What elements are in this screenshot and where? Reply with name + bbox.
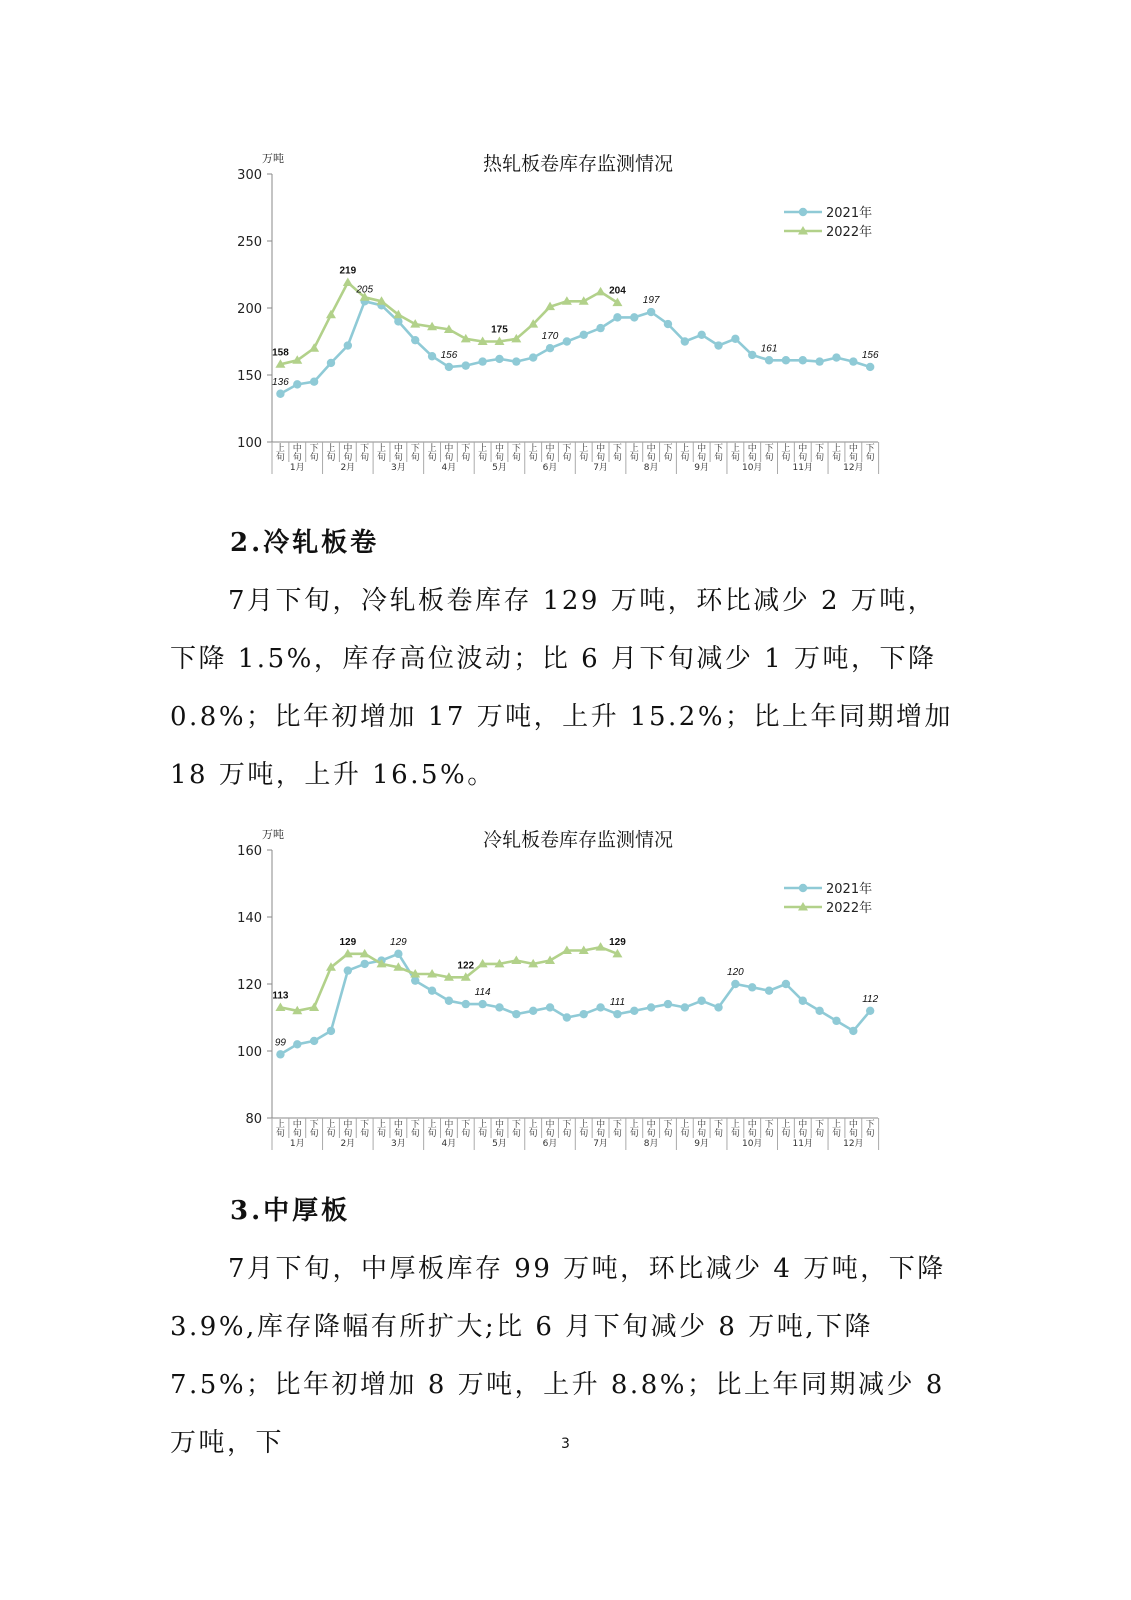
data-label: 205 — [356, 284, 374, 296]
x-tick-label: 旬 — [646, 453, 656, 463]
data-point — [529, 1007, 537, 1015]
x-tick-label: 旬 — [781, 453, 791, 463]
x-tick-label: 下 — [815, 444, 825, 454]
data-point — [309, 343, 319, 352]
data-point — [343, 278, 353, 287]
data-point — [681, 1003, 689, 1011]
data-point — [478, 1000, 486, 1008]
y-tick-label: 100 — [237, 1045, 262, 1060]
data-label: 204 — [609, 285, 626, 297]
data-point — [327, 1027, 335, 1035]
data-point — [276, 1050, 284, 1058]
x-tick-label: 中 — [494, 1120, 504, 1130]
x-tick-label: 下 — [562, 444, 572, 454]
x-tick-label: 旬 — [815, 1129, 825, 1139]
data-point — [714, 1003, 722, 1011]
data-point — [596, 942, 606, 951]
x-tick-label: 中 — [646, 444, 656, 454]
month-label: 11月 — [792, 1139, 814, 1149]
data-point — [731, 335, 739, 343]
data-point — [799, 356, 807, 364]
x-tick-label: 旬 — [848, 1129, 858, 1139]
data-point — [765, 987, 773, 995]
data-point — [428, 352, 436, 360]
data-label: 161 — [760, 343, 778, 355]
x-tick-label: 旬 — [798, 453, 808, 463]
data-point — [647, 308, 655, 316]
data-label: 113 — [272, 990, 289, 1002]
data-point — [478, 357, 486, 365]
x-tick-label: 上 — [377, 444, 387, 454]
x-tick-label: 中 — [697, 1120, 707, 1130]
x-tick-label: 上 — [579, 444, 589, 454]
x-tick-label: 中 — [646, 1120, 656, 1130]
data-point — [344, 341, 352, 349]
x-tick-label: 上 — [730, 1120, 740, 1130]
x-tick-label: 下 — [612, 1120, 622, 1130]
x-tick-label: 旬 — [444, 453, 454, 463]
data-point — [293, 1040, 301, 1048]
x-tick-label: 旬 — [545, 453, 555, 463]
month-label: 10月 — [741, 463, 763, 473]
month-label: 7月 — [593, 463, 608, 473]
data-point — [563, 337, 571, 345]
x-tick-label: 旬 — [275, 1129, 285, 1139]
data-point — [782, 980, 790, 988]
x-tick-label: 上 — [528, 444, 538, 454]
cold-rolled-chart-svg — [222, 816, 902, 1161]
x-tick-label: 旬 — [747, 1129, 757, 1139]
month-label: 12月 — [843, 1139, 864, 1149]
x-tick-label: 上 — [275, 444, 285, 454]
x-tick-label: 下 — [562, 1120, 572, 1130]
data-point — [546, 1003, 554, 1011]
cold-rolled-inventory-chart — [222, 816, 902, 1161]
x-tick-label: 中 — [747, 1120, 757, 1130]
x-tick-label: 旬 — [747, 453, 757, 463]
x-tick-label: 中 — [393, 444, 403, 454]
x-tick-label: 旬 — [393, 1129, 403, 1139]
x-tick-label: 旬 — [444, 1129, 454, 1139]
x-tick-label: 下 — [410, 1120, 420, 1130]
x-tick-label: 中 — [292, 1120, 302, 1130]
x-tick-label: 旬 — [596, 1129, 606, 1139]
data-label: 175 — [491, 324, 508, 336]
y-tick-label: 120 — [237, 978, 262, 993]
x-tick-label: 旬 — [343, 453, 353, 463]
x-tick-label: 上 — [478, 444, 488, 454]
x-tick-label: 旬 — [528, 453, 538, 463]
x-tick-label: 旬 — [410, 1129, 420, 1139]
x-tick-label: 旬 — [612, 1129, 622, 1139]
x-tick-label: 旬 — [697, 453, 707, 463]
data-point — [326, 310, 336, 319]
month-label: 5月 — [492, 463, 507, 473]
x-tick-label: 下 — [714, 444, 724, 454]
legend-label: 2022年 — [826, 225, 873, 240]
x-tick-label: 下 — [663, 1120, 673, 1130]
x-tick-label: 旬 — [612, 453, 622, 463]
x-tick-label: 上 — [528, 1120, 538, 1130]
x-tick-label: 中 — [798, 444, 808, 454]
x-tick-label: 上 — [478, 1120, 488, 1130]
data-point — [799, 997, 807, 1005]
x-tick-label: 中 — [596, 1120, 606, 1130]
x-tick-label: 旬 — [511, 453, 521, 463]
month-label: 9月 — [694, 463, 710, 473]
x-tick-label: 中 — [494, 444, 504, 454]
x-tick-label: 旬 — [461, 1129, 471, 1139]
x-tick-label: 旬 — [865, 453, 875, 463]
data-label: 112 — [862, 993, 879, 1005]
medium-plate-heading: 3.中厚板 — [230, 1196, 351, 1226]
data-point — [276, 390, 284, 398]
x-tick-label: 旬 — [697, 1129, 707, 1139]
data-point — [731, 980, 739, 988]
data-label: 129 — [390, 936, 407, 948]
hot-rolled-inventory-chart — [222, 140, 902, 485]
month-label: 12月 — [843, 463, 864, 473]
x-tick-label: 旬 — [309, 453, 319, 463]
month-label: 2月 — [340, 463, 356, 473]
x-tick-label: 旬 — [831, 1129, 841, 1139]
data-point — [327, 359, 335, 367]
data-point — [495, 1003, 503, 1011]
x-tick-label: 旬 — [377, 453, 387, 463]
data-point — [495, 355, 503, 363]
x-tick-label: 下 — [865, 1120, 875, 1130]
series-line-2021年 — [280, 954, 870, 1055]
data-label: 156 — [861, 349, 879, 361]
data-point — [310, 1037, 318, 1045]
month-label: 11月 — [792, 463, 814, 473]
x-tick-label: 上 — [275, 1120, 285, 1130]
data-label: 99 — [274, 1037, 286, 1049]
x-tick-label: 下 — [511, 1120, 521, 1130]
data-point — [782, 356, 790, 364]
data-point — [394, 317, 402, 325]
data-point — [630, 313, 638, 321]
x-tick-label: 上 — [427, 1120, 437, 1130]
x-tick-label: 旬 — [275, 453, 285, 463]
data-point — [546, 344, 554, 352]
data-point — [512, 357, 520, 365]
x-tick-label: 旬 — [663, 1129, 673, 1139]
x-tick-label: 旬 — [629, 453, 639, 463]
y-tick-label: 150 — [237, 369, 262, 384]
x-tick-label: 旬 — [680, 453, 690, 463]
data-point — [697, 331, 705, 339]
y-tick-label: 100 — [237, 436, 262, 451]
x-tick-label: 下 — [309, 444, 319, 454]
x-tick-label: 旬 — [562, 1129, 572, 1139]
x-tick-label: 旬 — [494, 453, 504, 463]
y-tick-label: 80 — [245, 1112, 262, 1127]
month-label: 10月 — [741, 1139, 763, 1149]
cold-rolled-heading: 2.冷轧板卷 — [230, 528, 380, 558]
x-tick-label: 旬 — [326, 453, 336, 463]
x-tick-label: 旬 — [478, 1129, 488, 1139]
month-label: 8月 — [643, 1139, 659, 1149]
x-tick-label: 下 — [663, 444, 673, 454]
data-label: 197 — [642, 295, 660, 307]
x-tick-label: 旬 — [410, 453, 420, 463]
data-point — [310, 378, 318, 386]
month-label: 1月 — [289, 463, 305, 473]
x-tick-label: 下 — [865, 444, 875, 454]
x-tick-label: 上 — [680, 1120, 690, 1130]
x-tick-label: 旬 — [730, 453, 740, 463]
legend-marker — [799, 208, 807, 216]
x-tick-label: 上 — [427, 444, 437, 454]
x-tick-label: 旬 — [343, 1129, 353, 1139]
x-tick-label: 上 — [781, 1120, 791, 1130]
y-tick-label: 300 — [237, 168, 262, 183]
data-point — [765, 356, 773, 364]
data-point — [613, 1010, 621, 1018]
x-tick-label: 旬 — [427, 453, 437, 463]
data-point — [445, 997, 453, 1005]
x-tick-label: 上 — [579, 1120, 589, 1130]
data-point — [697, 997, 705, 1005]
data-point — [647, 1003, 655, 1011]
data-point — [563, 1013, 571, 1021]
x-tick-label: 旬 — [292, 1129, 302, 1139]
data-point — [832, 1017, 840, 1025]
data-label: 111 — [609, 997, 626, 1009]
month-label: 8月 — [643, 463, 659, 473]
data-point — [596, 324, 604, 332]
legend-label: 2021年 — [826, 206, 873, 221]
legend-label: 2022年 — [826, 901, 873, 916]
x-tick-label: 旬 — [393, 453, 403, 463]
x-tick-label: 下 — [764, 1120, 774, 1130]
data-label: 122 — [457, 960, 475, 972]
data-point — [849, 357, 857, 365]
x-tick-label: 中 — [444, 1120, 454, 1130]
x-tick-label: 旬 — [764, 1129, 774, 1139]
month-label: 6月 — [542, 463, 558, 473]
x-tick-label: 上 — [831, 444, 841, 454]
data-point — [580, 1010, 588, 1018]
x-tick-label: 下 — [461, 444, 471, 454]
data-point — [360, 960, 368, 968]
data-point — [714, 341, 722, 349]
data-point — [580, 331, 588, 339]
data-point — [815, 1007, 823, 1015]
y-axis-unit: 万吨 — [262, 152, 284, 165]
data-point — [411, 976, 419, 984]
data-point — [394, 950, 402, 958]
y-tick-label: 160 — [237, 844, 262, 859]
legend-label: 2021年 — [826, 882, 873, 897]
data-label: 158 — [272, 347, 289, 359]
x-tick-label: 上 — [831, 1120, 841, 1130]
x-tick-label: 上 — [629, 444, 639, 454]
month-label: 1月 — [289, 1139, 305, 1149]
data-label: 156 — [440, 349, 458, 361]
data-point — [309, 1002, 319, 1011]
data-point — [445, 363, 453, 371]
x-tick-label: 旬 — [663, 453, 673, 463]
y-tick-label: 200 — [237, 302, 262, 317]
month-label: 6月 — [542, 1139, 558, 1149]
x-tick-label: 旬 — [309, 1129, 319, 1139]
x-tick-label: 上 — [629, 1120, 639, 1130]
x-tick-label: 旬 — [798, 1129, 808, 1139]
x-tick-label: 旬 — [494, 1129, 504, 1139]
x-tick-label: 旬 — [596, 453, 606, 463]
data-point — [613, 313, 621, 321]
data-label: 114 — [474, 987, 491, 999]
x-tick-label: 下 — [410, 444, 420, 454]
x-tick-label: 旬 — [646, 1129, 656, 1139]
data-point — [462, 361, 470, 369]
x-tick-label: 中 — [343, 1120, 353, 1130]
x-tick-label: 下 — [714, 1120, 724, 1130]
x-tick-label: 下 — [764, 444, 774, 454]
x-tick-label: 中 — [343, 444, 353, 454]
x-tick-label: 中 — [393, 1120, 403, 1130]
x-tick-label: 旬 — [848, 453, 858, 463]
x-tick-label: 中 — [444, 444, 454, 454]
x-tick-label: 旬 — [629, 1129, 639, 1139]
data-point — [681, 337, 689, 345]
x-tick-label: 中 — [848, 1120, 858, 1130]
y-tick-label: 140 — [237, 911, 262, 926]
cold-rolled-paragraph: 7月下旬，冷轧板卷库存 129 万吨，环比减少 2 万吨，下降 1.5%，库存高位波动；比 6 月下旬减少 1 万吨，下降 0.8%；比年初增加 17 万吨，上升 15.2%；比上年同期增加 18 万吨，上升 16.5%。 — [170, 586, 954, 790]
month-label: 9月 — [694, 1139, 710, 1149]
data-point — [275, 1002, 285, 1011]
x-tick-label: 旬 — [360, 1129, 370, 1139]
x-tick-label: 上 — [326, 1120, 336, 1130]
chart-title: 冷轧板卷库存监测情况 — [482, 829, 674, 851]
x-tick-label: 中 — [545, 1120, 555, 1130]
data-point — [462, 1000, 470, 1008]
data-label: 129 — [609, 936, 626, 948]
data-point — [344, 966, 352, 974]
y-axis-unit: 万吨 — [262, 828, 284, 841]
data-label: 129 — [339, 936, 357, 948]
data-point — [832, 353, 840, 361]
x-tick-label: 中 — [292, 444, 302, 454]
data-point — [815, 357, 823, 365]
month-label: 7月 — [593, 1139, 608, 1149]
x-tick-label: 旬 — [427, 1129, 437, 1139]
x-tick-label: 旬 — [714, 453, 724, 463]
x-tick-label: 旬 — [579, 1129, 589, 1139]
x-tick-label: 旬 — [562, 453, 572, 463]
data-point — [849, 1027, 857, 1035]
month-label: 4月 — [441, 463, 457, 473]
x-tick-label: 旬 — [528, 1129, 538, 1139]
month-label: 2月 — [340, 1139, 356, 1149]
x-tick-label: 中 — [545, 444, 555, 454]
x-tick-label: 旬 — [326, 1129, 336, 1139]
x-tick-label: 旬 — [461, 453, 471, 463]
data-point — [664, 320, 672, 328]
x-tick-label: 旬 — [730, 1129, 740, 1139]
data-point — [596, 287, 606, 296]
data-point — [664, 1000, 672, 1008]
x-tick-label: 旬 — [360, 453, 370, 463]
legend-marker — [799, 884, 807, 892]
x-tick-label: 旬 — [865, 1129, 875, 1139]
x-tick-label: 中 — [697, 444, 707, 454]
x-tick-label: 下 — [309, 1120, 319, 1130]
x-tick-label: 下 — [360, 1120, 370, 1130]
x-tick-label: 旬 — [815, 453, 825, 463]
data-point — [748, 983, 756, 991]
data-point — [630, 1007, 638, 1015]
x-tick-label: 旬 — [377, 1129, 387, 1139]
data-point — [411, 336, 419, 344]
data-point — [529, 353, 537, 361]
hot-rolled-chart-svg — [222, 140, 902, 485]
x-tick-label: 旬 — [781, 1129, 791, 1139]
data-label: 170 — [541, 331, 559, 343]
medium-plate-paragraph: 7月下旬，中厚板库存 99 万吨，环比减少 4 万吨，下降 3.9%,库存降幅有所扩大;比 6 月下旬减少 8 万吨,下降 7.5%；比年初增加 8 万吨，上升 8.8%；比上年同期减少 8 万吨，下 — [170, 1254, 946, 1458]
x-tick-label: 旬 — [680, 1129, 690, 1139]
x-tick-label: 上 — [781, 444, 791, 454]
x-tick-label: 旬 — [579, 453, 589, 463]
data-label: 136 — [272, 376, 289, 388]
x-tick-label: 下 — [612, 444, 622, 454]
month-label: 3月 — [391, 463, 406, 473]
x-tick-label: 旬 — [714, 1129, 724, 1139]
x-tick-label: 中 — [798, 1120, 808, 1130]
x-tick-label: 中 — [596, 444, 606, 454]
x-tick-label: 下 — [461, 1120, 471, 1130]
month-label: 4月 — [441, 1139, 457, 1149]
series-line-2021年 — [280, 301, 870, 394]
month-label: 5月 — [492, 1139, 507, 1149]
x-tick-label: 上 — [680, 444, 690, 454]
data-point — [866, 1007, 874, 1015]
data-point — [866, 363, 874, 371]
chart-title: 热轧板卷库存监测情况 — [482, 153, 674, 175]
x-tick-label: 下 — [815, 1120, 825, 1130]
data-label: 120 — [727, 967, 744, 978]
x-tick-label: 上 — [377, 1120, 387, 1130]
x-tick-label: 旬 — [831, 453, 841, 463]
month-label: 3月 — [391, 1139, 406, 1149]
data-point — [748, 351, 756, 359]
y-tick-label: 250 — [237, 235, 262, 250]
x-tick-label: 旬 — [764, 453, 774, 463]
data-point — [512, 1010, 520, 1018]
x-tick-label: 旬 — [545, 1129, 555, 1139]
x-tick-label: 下 — [360, 444, 370, 454]
x-tick-label: 上 — [326, 444, 336, 454]
x-tick-label: 中 — [747, 444, 757, 454]
data-point — [293, 380, 301, 388]
x-tick-label: 下 — [511, 444, 521, 454]
x-tick-label: 上 — [730, 444, 740, 454]
data-label: 219 — [339, 265, 357, 277]
x-tick-label: 旬 — [478, 453, 488, 463]
x-tick-label: 中 — [848, 444, 858, 454]
x-tick-label: 旬 — [511, 1129, 521, 1139]
page-number: 3 — [561, 1436, 570, 1452]
data-point — [428, 987, 436, 995]
data-point — [511, 956, 521, 965]
x-tick-label: 旬 — [292, 453, 302, 463]
data-point — [596, 1003, 604, 1011]
